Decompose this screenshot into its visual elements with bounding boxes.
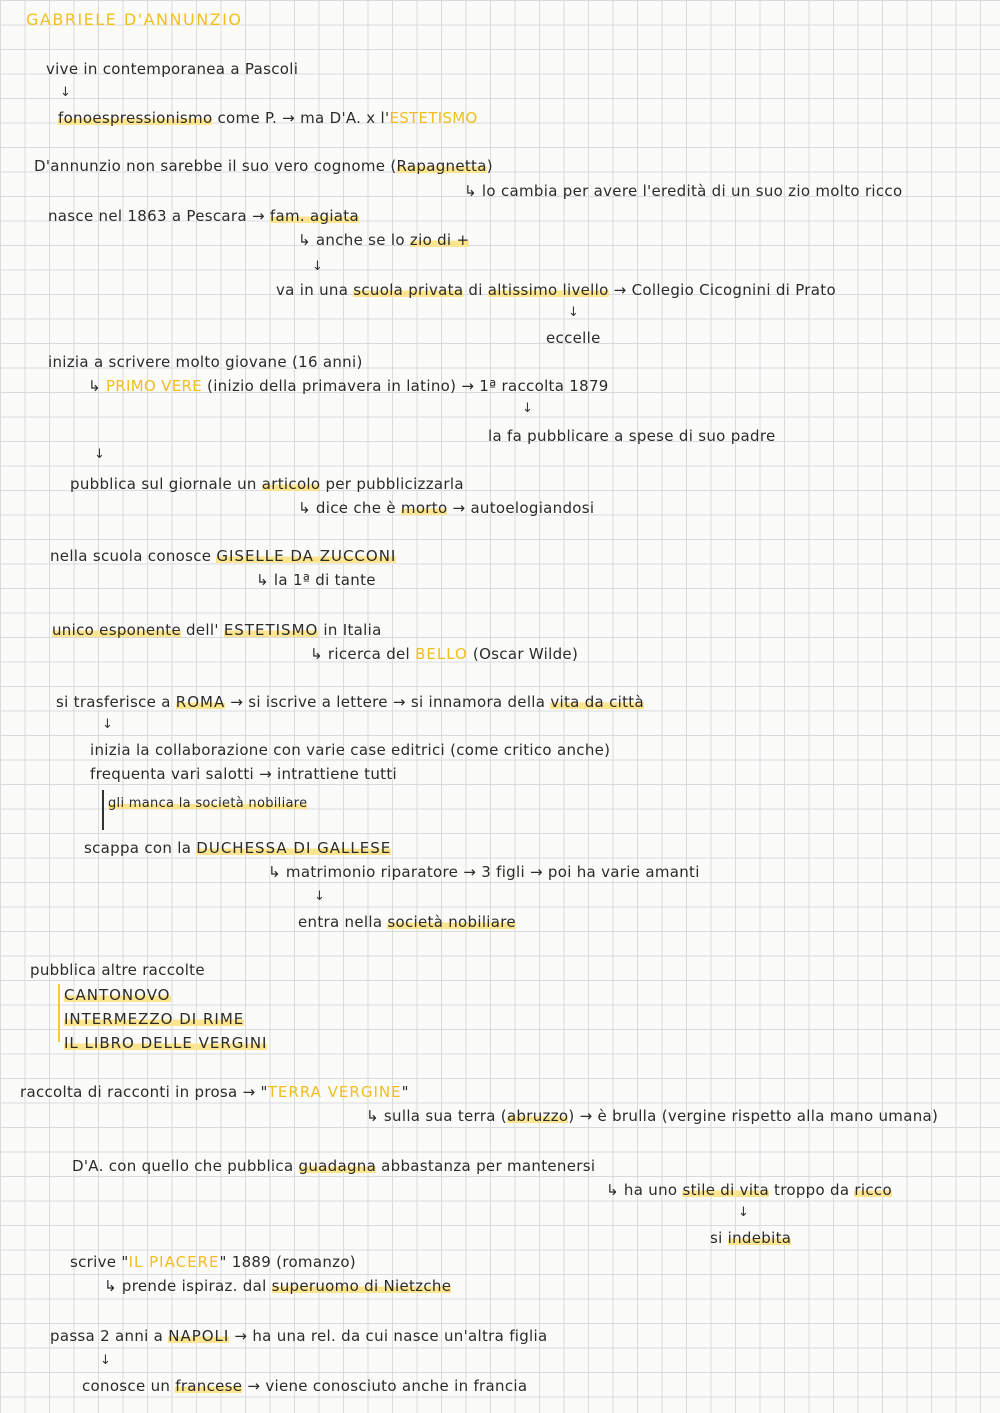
highlight: GISELLE DA ZUCCONI <box>216 547 397 565</box>
note-line <box>710 1228 791 1248</box>
text: → autoelogiandosi <box>447 499 595 517</box>
bracket-line <box>58 984 60 1042</box>
bracket-line <box>102 790 104 830</box>
highlight: stile di vita <box>682 1181 769 1199</box>
highlight: DUCHESSA DI GALLESE <box>196 839 392 857</box>
arrow-down-icon: ↓ <box>522 401 533 416</box>
note-line <box>88 376 609 396</box>
highlight: IL LIBRO DELLE VERGINI <box>64 1034 268 1052</box>
note-line <box>298 498 594 518</box>
note-line <box>58 108 478 128</box>
list-item <box>64 1033 267 1053</box>
list-item <box>64 985 171 1005</box>
note-line <box>72 1156 595 1176</box>
arrow-down-icon: ↓ <box>738 1205 749 1220</box>
note-line <box>276 280 836 300</box>
note-line <box>82 1376 527 1396</box>
text: pubblica sul giornale un <box>70 475 262 493</box>
note-line <box>50 546 396 566</box>
text: per pubblicizzarla <box>320 475 464 493</box>
highlight: scuola privata <box>353 281 464 299</box>
note-line <box>56 692 644 712</box>
note-line <box>366 1106 938 1126</box>
note-line <box>70 1252 356 1272</box>
keyword: BELLO <box>415 645 468 663</box>
text: → ha una rel. da cui nasce un'altra figlia <box>229 1327 548 1345</box>
text: ↳ <box>88 377 106 395</box>
text: nella scuola conosce <box>50 547 217 565</box>
text: ↳ anche se lo <box>298 231 410 249</box>
text: → viene conosciuto anche in francia <box>242 1377 528 1395</box>
keyword: IL PIACERE <box>128 1253 220 1271</box>
note-line <box>606 1180 892 1200</box>
note-line: la fa pubblicare a spese di suo padre <box>488 427 776 445</box>
note-line: pubblica altre raccolte <box>30 961 205 979</box>
text: va in una <box>276 281 354 299</box>
text: come P. → ma D'A. x l' <box>212 109 390 127</box>
note-line <box>298 230 469 250</box>
text: → si iscrive a lettere → si innamora della <box>225 693 551 711</box>
highlight: ROMA <box>175 693 226 711</box>
note-line <box>310 644 578 664</box>
text: " <box>401 1083 409 1101</box>
note-line: ↳ la 1ª di tante <box>256 571 376 589</box>
highlight: indebita <box>727 1229 792 1247</box>
text: troppo da <box>768 1181 855 1199</box>
note-line: vive in contemporanea a Pascoli <box>46 60 299 78</box>
list-item <box>64 1009 244 1029</box>
text: entra nella <box>298 913 388 931</box>
highlight: abruzzo <box>506 1107 569 1125</box>
note-line: frequenta vari salotti → intrattiene tutti <box>90 765 398 783</box>
note-line <box>20 1082 409 1102</box>
note-line <box>34 156 493 176</box>
text: passa 2 anni a <box>50 1327 169 1345</box>
text: ) <box>486 157 493 175</box>
text: abbastanza per mantenersi <box>376 1157 596 1175</box>
page-title: GABRIELE D'ANNUNZIO <box>26 10 243 29</box>
text: (inizio della primavera in latino) → 1ª raccolta 1879 <box>201 377 609 395</box>
arrow-down-icon: ↓ <box>100 1353 111 1368</box>
note-line <box>52 620 382 640</box>
note-line <box>104 1276 451 1296</box>
text: nasce nel 1863 a Pescara → <box>48 207 270 225</box>
text: " 1889 (romanzo) <box>219 1253 356 1271</box>
note-line: inizia la collaborazione con varie case editrici (come critico anche) <box>90 741 611 759</box>
note-line: ↳ lo cambia per avere l'eredità di un suo zio molto ricco <box>464 182 903 200</box>
text: in Italia <box>318 621 382 639</box>
highlight: altissimo livello <box>487 281 609 299</box>
text: (Oscar Wilde) <box>467 645 579 663</box>
text: D'A. con quello che pubblica <box>72 1157 299 1175</box>
highlight: Rapagnetta <box>396 157 487 175</box>
keyword: TERRA VERGINE <box>267 1083 402 1101</box>
note-line <box>108 794 307 814</box>
highlight: francese <box>175 1377 243 1395</box>
highlight: ESTETISMO <box>223 621 319 639</box>
highlight: superuomo di Nietzche <box>271 1277 452 1295</box>
highlight: unico esponente <box>52 621 181 639</box>
text: conosce un <box>82 1377 176 1395</box>
text: si trasferisce a <box>56 693 176 711</box>
text: ↳ ricerca del <box>310 645 416 663</box>
highlight: morto <box>400 499 448 517</box>
note-line: ↳ matrimonio riparatore → 3 figli → poi ha varie amanti <box>268 863 700 881</box>
text: ↳ sulla sua terra ( <box>366 1107 507 1125</box>
text: ↳ dice che è <box>298 499 401 517</box>
note-line: inizia a scrivere molto giovane (16 anni) <box>48 353 363 371</box>
text: dell' <box>180 621 224 639</box>
highlight: ricco <box>854 1181 892 1199</box>
text: scrive " <box>70 1253 129 1271</box>
note-line <box>84 838 391 858</box>
text: di <box>463 281 488 299</box>
arrow-down-icon: ↓ <box>60 85 71 100</box>
highlight: fam. agiata <box>269 207 359 225</box>
text: si <box>710 1229 728 1247</box>
text: D'annunzio non sarebbe il suo vero cognome ( <box>34 157 397 175</box>
arrow-down-icon: ↓ <box>102 717 113 732</box>
highlight: gli manca la società nobiliare <box>108 796 308 811</box>
highlight: fonoespressionismo <box>58 109 213 127</box>
highlight: articolo <box>261 475 321 493</box>
highlight: società nobiliare <box>387 913 516 931</box>
arrow-down-icon: ↓ <box>94 447 105 462</box>
note-line <box>298 912 516 932</box>
highlight: vita da città <box>550 693 644 711</box>
highlight: NAPOLI <box>168 1327 230 1345</box>
text: raccolta di racconti in prosa → " <box>20 1083 268 1101</box>
text: → Collegio Cicognini di Prato <box>608 281 836 299</box>
arrow-down-icon: ↓ <box>312 259 323 274</box>
keyword: PRIMO VERE <box>105 377 202 395</box>
arrow-down-icon: ↓ <box>314 889 325 904</box>
text: ) → è brulla (vergine rispetto alla mano umana) <box>568 1107 939 1125</box>
note-line <box>70 474 464 494</box>
highlight: CANTONOVO <box>64 986 171 1004</box>
text: scappa con la <box>84 839 197 857</box>
note-line: eccelle <box>546 329 601 347</box>
text: ↳ ha uno <box>606 1181 683 1199</box>
note-line <box>50 1326 548 1346</box>
arrow-down-icon: ↓ <box>568 305 579 320</box>
highlight: guadagna <box>298 1157 377 1175</box>
note-line <box>48 206 359 226</box>
keyword: ESTETISMO <box>389 109 478 127</box>
highlight: zio di + <box>409 231 470 249</box>
highlight: INTERMEZZO DI RIME <box>64 1010 245 1028</box>
text: ↳ prende ispiraz. dal <box>104 1277 272 1295</box>
